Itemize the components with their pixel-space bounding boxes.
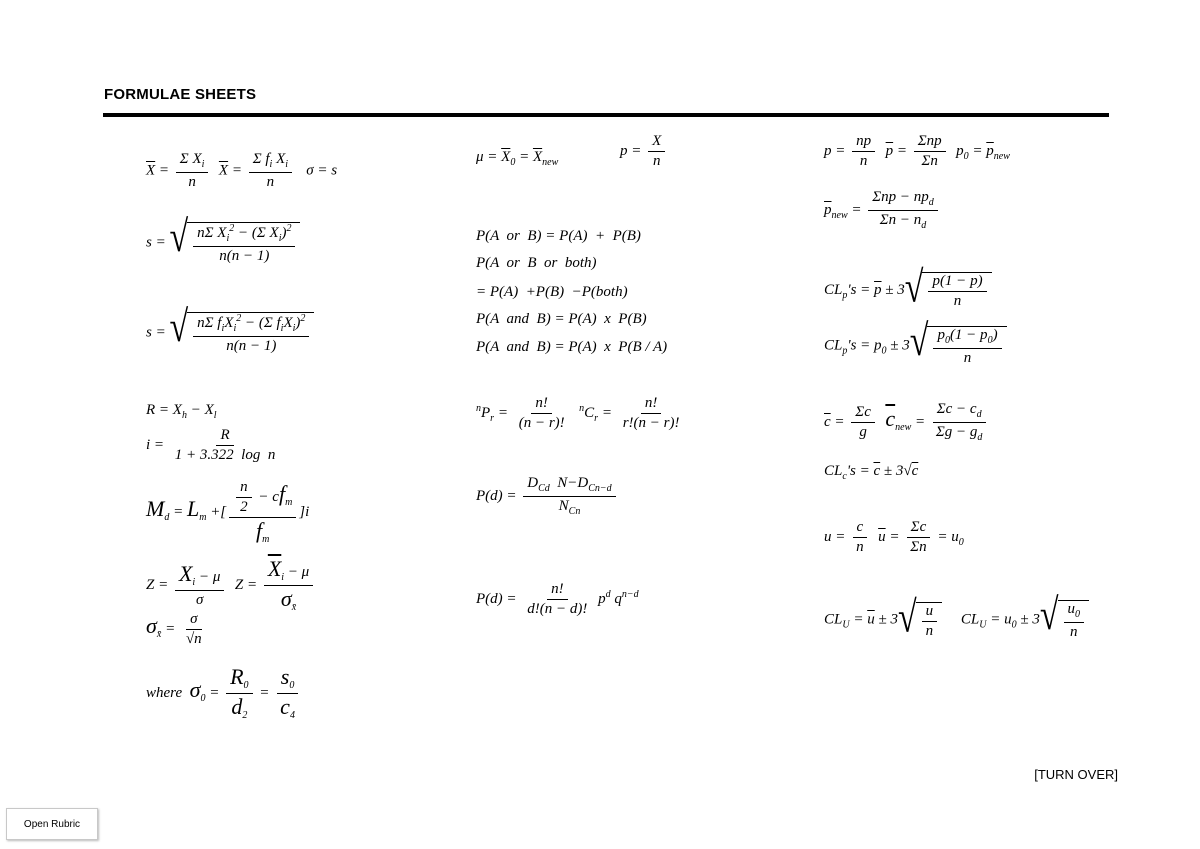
formula-p-chart: p = $\frac{np}{n}$ $\overline{p}$ = $\frac{\text{Σnp}}{\Sigma n}$ $p_0 = \overline{p}_{new}$ [824, 133, 1010, 169]
formula-u-chart: u = $\frac{c}{n}$ $\overline{u}$ = $\frac{\Sigma c}{\Sigma n}$ = $u_0$ [824, 519, 964, 555]
formula-addition-general: = P(A) +P(B) −P(both) [476, 284, 628, 300]
page-title: FORMULAE SHEETS [104, 86, 257, 103]
formula-median: $M_d = L_m$ +[ $\frac{n}{2}$ − $cf_m$ $f_m$ ]i [146, 479, 310, 545]
formula-sigma-zero: where $\sigma_0$ = $\frac{R_0}{d_2}$ = $\frac{s_0}{c_4}$ [146, 666, 302, 721]
turn-over-note: [TURN OVER] [1034, 767, 1118, 782]
formula-mean: $\overline{X}$ = $\frac{\Sigma X_i}{n}$ $\overline{X}$ = $\frac{\Sigma f_i X_i}{n}$ σ = s [146, 151, 338, 190]
formula-grand-mean: $\mu = \overline{X}_0 = \overline{X}_{new}$ [476, 149, 559, 168]
formula-std-error: $\sigma_{x̄}$ = $\frac{\sigma}{√n}$ [146, 611, 202, 647]
formula-permutation-combination: $^nP_r$ = $\frac{n!}{(n - r)!}$ $^nC_r$ = $\frac{n!}{r!(n - r)!}$ [476, 395, 680, 431]
formula-std-dev: s = √ $\frac{n\Sigma X_i^2 - (\Sigma X_i)^2}{n(n - 1)}$ [146, 222, 300, 264]
formula-conditional-rule: P(A and B) = P(A) x P(B / A) [476, 339, 668, 355]
formula-std-dev-grouped: s = √ $\frac{n\Sigma f_iX_i^2 - (\Sigma f_iX_i)^2}{n(n - 1)}$ [146, 312, 314, 354]
formula-range: $R = X_h - X_l$ [146, 402, 217, 421]
formula-proportion: p = $\frac{X}{n}$ [620, 134, 668, 169]
formula-c-control-limits: $CL_c's = \overline{c} \pm 3√c$ [824, 463, 919, 482]
formula-binomial: P(d) = $\frac{n!}{d!(n - d)!}$ $p^d$ $q^{n-d}$ [476, 581, 639, 617]
open-rubric-button[interactable]: Open Rubric [6, 808, 98, 840]
formula-c-chart: $\overline{c}$ = $\frac{\Sigma c}{g}$ $\overline{c}_{new}$ = $\frac{\Sigma c - c_d}{\Sigma g - g_d}$ [824, 402, 989, 443]
formula-p0-control-limits: $CL_p's = p_0 \pm 3$ √ $\frac{p_0(1 - p_0)}{n}$ [824, 326, 1007, 366]
formula-class-interval: i = $\frac{R}{\text{1 + 3.322 log n}}$ [146, 427, 276, 463]
title-divider [103, 113, 1109, 117]
formula-multiplication-rule: P(A and B) = P(A) x P(B) [476, 311, 647, 327]
formula-addition-rule: P(A or B) = P(A) + P(B) [476, 228, 641, 244]
formula-hypergeometric: P(d) = $\frac{D_{Cd} N-D_{Cn-d}}{N_{Cn}}$ [476, 476, 619, 517]
formula-p-new: $\overline{p}_{new}$ = $\frac{\Sigma np - np_d}{\Sigma n - n_d}$ [824, 190, 941, 231]
formula-p-control-limits: $CL_p's = \overline{p} \pm 3$ √ $\frac{p(1 - \overline{p})}{n}$ [824, 272, 992, 309]
formula-addition-both: P(A or B or both) [476, 255, 597, 271]
formula-z-score: Z = $\frac{X_i - \mu}{\sigma}$ Z = $\frac{\overline{X}_i - \mu}{\sigma_{x̄}}$ [146, 558, 316, 613]
formula-u-control-limits: $CL_U = \overline{u} \pm 3$ √ $\frac{u}{n}$ $CL_U = u_0 \pm 3$ √ $\frac{u_0}{n}$ [824, 600, 1089, 640]
